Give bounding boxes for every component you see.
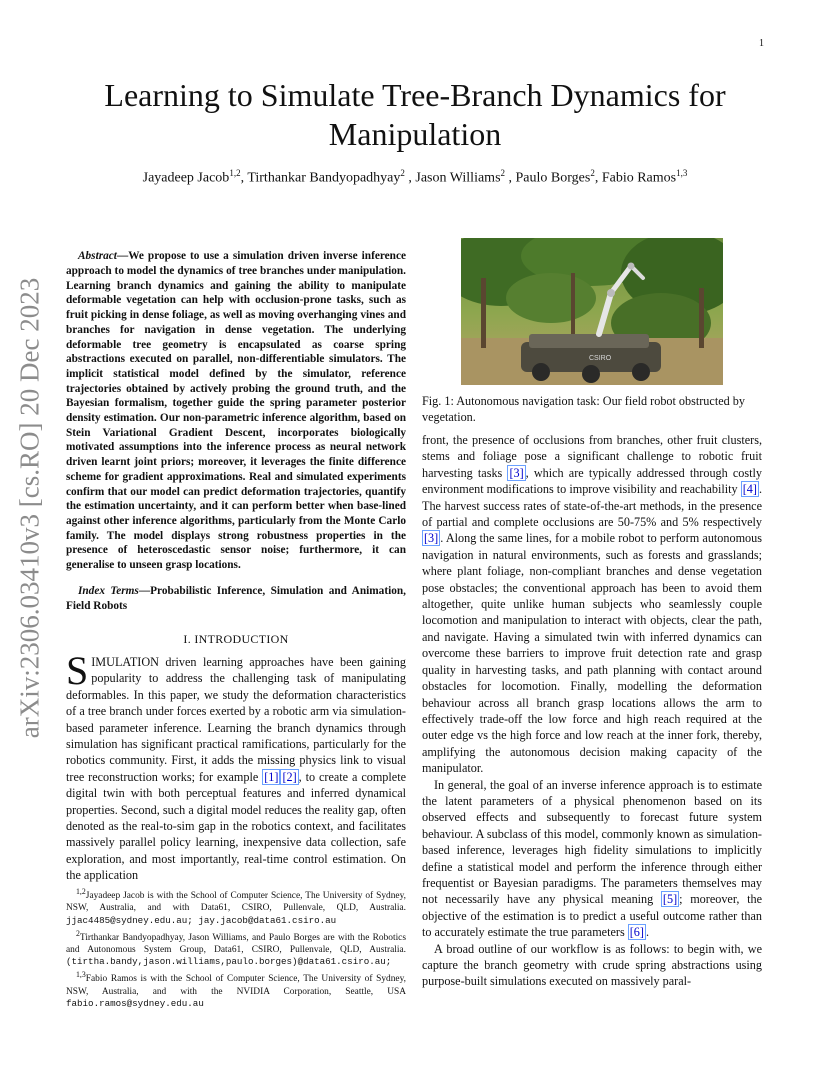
author-name: Jason Williams <box>415 170 501 186</box>
body-text: In general, the goal of an inverse inference approach is to estimate the latent parameters of a physical phenomenon based on its observed effects and subsequently to forecast future system behaviour. A subclass of this model, commonly known as simulation-based inference, leverages high fidelity simulations to implicitly define a statistical model and perform the inference through either frequentist or Bayesian paradigms. The parameters themselves may not necessarily have any physical meaning <box>422 777 762 907</box>
citation-link[interactable]: [6] <box>629 925 644 940</box>
footnote-email[interactable]: (tirtha.bandy,jason.williams,paulo.borges)@data61.csiro.au; <box>66 956 392 968</box>
body-text: . The harvest success rates of state-of-the-art methods, in the presence of partial and complete occlusions are 50-75% and 5% respectively <box>422 482 762 530</box>
footnote <box>66 886 406 927</box>
footnote <box>66 969 406 1010</box>
citation-link[interactable]: [2] <box>282 769 297 784</box>
author-name: Paulo Borges <box>515 170 591 186</box>
body-text: ; moreover, the objective of the estimation is to predict a useful outcome rather than to accurately estimate the true parameters <box>422 892 763 940</box>
page-number: 1 <box>759 38 764 49</box>
author-affiliation: 2 <box>590 168 595 178</box>
intro-text: , to create a complete digital twin with both perceptual features and inferred dynamical properties. Second, such a digital model reduces the reality gap, often denoted as the real-to-sim gap in the robotics context, and facilitates massively parallel policy learning, inexpensive data collection, safe exploration, and most importantly, real-time control estimation. On the application <box>66 769 406 883</box>
robot-brand-label: CSIRO <box>589 355 612 362</box>
body-paragraph <box>422 777 762 941</box>
author-name: Fabio Ramos <box>601 170 677 186</box>
author-name: Tirthankar Bandyopadhyay <box>247 170 401 186</box>
index-terms-text: —Probabilistic Inference, Simulation and Animation, Field Robots <box>66 585 406 612</box>
author-affiliation: 2 <box>500 168 506 178</box>
arxiv-stamp-text: arXiv:2306.03410v3 [cs.RO] 20 Dec 2023 <box>14 277 45 739</box>
citation-link[interactable]: [1] <box>264 769 279 784</box>
body-paragraph <box>422 432 762 777</box>
right-column <box>422 432 762 990</box>
section-heading: I. INTRODUCTION <box>183 632 289 647</box>
author-affiliation: 2 <box>400 168 405 178</box>
body-text: front, the presence of occlusions from branches, other fruit clusters, stems and foliage pose a significant challenge to robotic fruit harvesting tasks <box>422 433 762 480</box>
abstract <box>66 249 406 572</box>
index-terms <box>66 584 406 613</box>
footnote-text: Jayadeep Jacob is with the School of Computer Science, The University of Sydney, NSW, Australia, and with Data61, CSIRO, Pullenvale, QLD, Australia. <box>66 891 406 914</box>
body-text: . Along the same lines, for a mobile robot to perform autonomous navigation in natural environments, such as forests and grasslands; where plant foliage, non-compliant branches and dense vegetation pose obstacles; the conventional approach has been to avoid them altogether, quite unlike human subjects who seamlessly couple locomotion and manipulation to interact with objects, clear the path, and navigate. Having a simulated twin with inferred dynamics can overcome these barriers to improve fruit detection rate and grasp quality in harvesting tasks, and path planning with contact around obstacles for locomotion. Finally, modelling the deformation behaviour across all branch grasp locations allows the arm to effectively trade-off the low force and high reach required at the outer edge vs the high force and low reach at the inner fork, thereby, amplifying the autonomous decision making capacity of the manipulator. <box>422 531 762 776</box>
footnote-mark: 2 <box>76 928 80 938</box>
robot-photo-illustration <box>461 238 723 385</box>
drop-cap: S <box>66 647 89 693</box>
author-name: Jayadeep Jacob <box>142 170 230 186</box>
citation-link[interactable]: [3] <box>424 531 439 546</box>
intro-text: IMULATION driven learning approaches have been gaining popularity to address the challenging task of manipulating deformables. In this paper, we study the deformation characteristics of a tree branch under forces exerted by a robotic arm via simulation-based parameter inference. Learning the branch dynamics through simulation has significant practical ramifications, particularly for the robotics community. First, it adds the missing physics link to visual tree reconstruction works; for example <box>66 654 406 784</box>
footnote-text: Tirthankar Bandyopadhyay, Jason Williams, and Paulo Borges are with the Robotics and Autonomous System Group, Data61, CSIRO, Pullenvale, QLD, Australia. <box>66 932 406 956</box>
footnote-text: Fabio Ramos is with the School of Computer Science, The University of Sydney, NSW, Australia, and with the NVIDIA Corporation, Seattle, USA <box>66 974 406 997</box>
citation-link[interactable]: [3] <box>509 465 524 480</box>
citation-link[interactable]: [5] <box>662 892 678 907</box>
footnote-mark: 1,2 <box>76 887 86 896</box>
index-terms-label: Index Terms <box>78 585 139 598</box>
left-column <box>66 238 406 884</box>
body-paragraph: A broad outline of our workflow is as follows: to begin with, we capture the branch geometry with crude spring abstractions using purpose-built simulations executed on massively paral- <box>422 941 762 989</box>
footnotes <box>66 886 406 1011</box>
author-list: Jayadeep Jacob$^{1,2}$, Tirthankar Bandyopadhyay$^2$ , Jason Williams$^2$ , Paulo Borges$^2$, Fabio Ramos$^{1,3}$ <box>142 168 688 186</box>
footnote <box>66 928 406 969</box>
figure-caption: Fig. 1: Autonomous navigation task: Our field robot obstructed by vegetation. <box>422 394 745 425</box>
body-text: , which are typically addressed through costly environment modifications to improve visibility and reachability <box>422 465 762 497</box>
paper-title: Learning to Simulate Tree-Branch Dynamics for Manipulation <box>104 77 726 152</box>
robot-photo <box>461 238 723 385</box>
intro-paragraph <box>66 647 406 884</box>
abstract-text: —We propose to use a simulation driven inverse inference approach to model the dynamics of tree branches under manipulation. Learning branch dynamics and gaining the ability to manipulate deformable vegetation can help with occlusion-prone tasks, such as fruit picking in dense foliage, as well as moving overhanging vines and branches for navigation in dense vegetation. The underlying deformable tree geometry is encapsulated as coarse spring abstractions executed on parallel, non-differentiable simulators. The implicit statistical model defined by the simulator, reference trajectories obtained by actively probing the ground truth, and the Bayesian formalism, together guide the spring parameter posterior density estimation. Our non-parametric inference algorithm, based on Stein Variational Gradient Descent, incorporates biologically motivated assumptions into the inference process as neural network driven learnt joint priors; moreover, it leverages the finite difference scheme for gradient approximations. Real and simulated experiments confirm that our model can predict deformation trajectories, quantify the estimation uncertainty, and it can perform better when base-lined against other inference algorithms, particularly from the Monte Carlo family. The model displays strong robustness properties in the presence of heteroscedastic sensor noise; furthermore, it can generalise to unseen grasp locations. <box>66 250 406 572</box>
citation-link[interactable]: [4] <box>742 482 757 497</box>
arxiv-stamp <box>14 277 46 739</box>
footnote-email[interactable]: fabio.ramos@sydney.edu.au <box>66 998 204 1009</box>
footnote-mark: 1,3 <box>76 970 86 980</box>
author-affiliation: 1,2 <box>229 168 241 178</box>
footnote-email[interactable]: jjac4485@sydney.edu.au; jay.jacob@data61.csiro.au <box>66 914 337 926</box>
body-text: . <box>645 925 649 940</box>
author-affiliation: 1,3 <box>676 168 688 178</box>
abstract-label: Abstract <box>78 250 117 263</box>
